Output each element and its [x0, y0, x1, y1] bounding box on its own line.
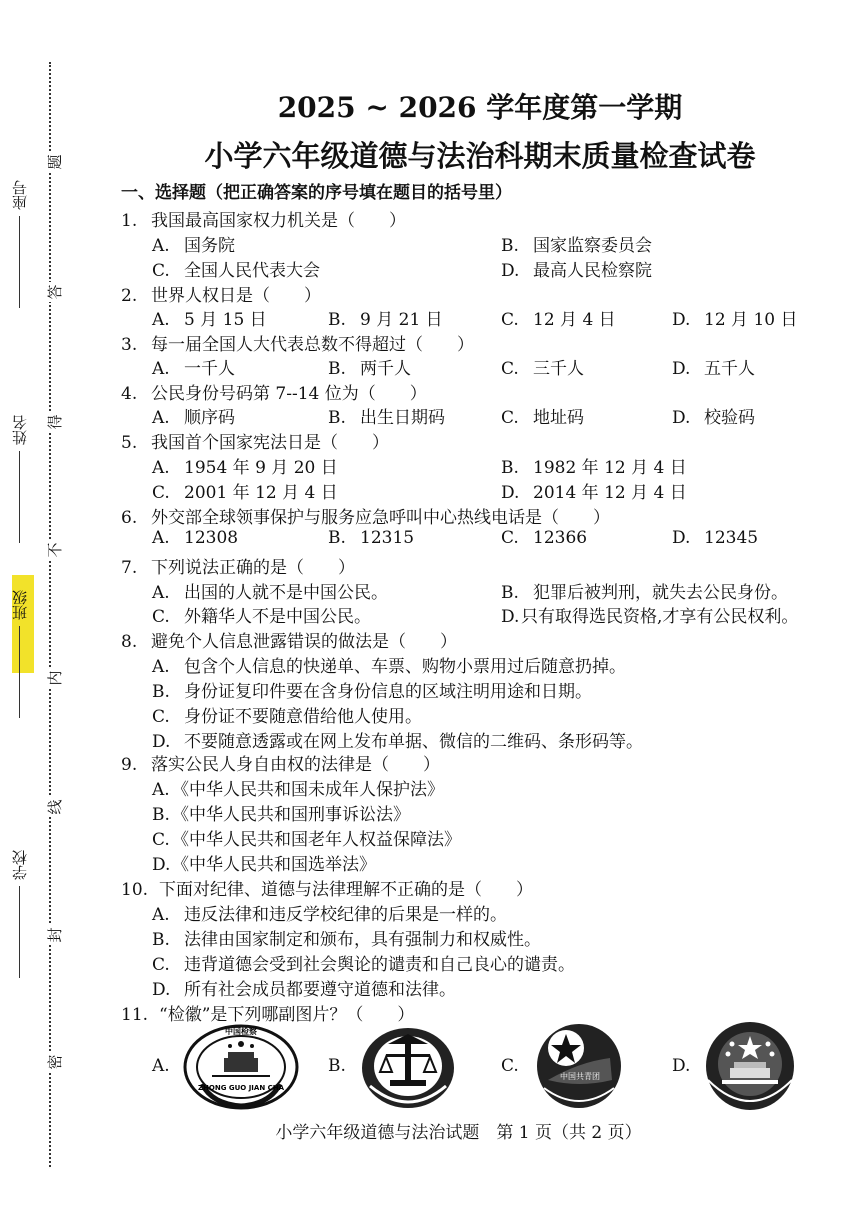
- option-5d[interactable]: D. 2014 年 12 月 4 日: [501, 483, 687, 503]
- seat-number-label: 座号: [9, 180, 41, 308]
- class-label: 班级: [9, 590, 41, 718]
- question-7: 7. 下列说法正确的是（ ）: [121, 558, 355, 578]
- binding-dotted-line: [49, 62, 51, 1167]
- question-10: 10. 下面对纪律、道德与法律理解不正确的是（ ）: [121, 880, 533, 900]
- option-1d[interactable]: D. 最高人民检察院: [501, 261, 652, 281]
- option-2d[interactable]: D. 12 月 10 日: [672, 310, 798, 330]
- option-11d-label[interactable]: D.: [672, 1056, 691, 1076]
- option-6d[interactable]: D. 12345: [672, 528, 759, 548]
- question-8: 8. 避免个人信息泄露错误的做法是（ ）: [121, 632, 457, 652]
- court-emblem-image[interactable]: [360, 1026, 456, 1110]
- school-label: 学校: [9, 850, 41, 978]
- option-3c[interactable]: C. 三千人: [501, 359, 584, 379]
- question-2: 2. 世界人权日是（ ）: [121, 286, 321, 306]
- svg-text:ZHONG GUO JIAN CHA: ZHONG GUO JIAN CHA: [197, 1084, 285, 1092]
- option-6c[interactable]: C. 12366: [501, 528, 588, 548]
- option-8d[interactable]: D. 不要随意透露或在网上发布单据、微信的二维码、条形码等。: [152, 732, 643, 752]
- seal-char: 得: [45, 412, 65, 432]
- question-6: 6. 外交部全球领事保护与服务应急呼叫中心热线电话是（ ）: [121, 508, 610, 528]
- option-2b[interactable]: B. 9 月 21 日: [328, 310, 443, 330]
- youth-league-emblem-icon: [530, 1018, 628, 1110]
- question-11: 11. “检徽”是下列哪副图片？（ ）: [121, 1005, 415, 1025]
- youth-league-emblem-image[interactable]: [530, 1018, 628, 1110]
- section-heading: 一、选择题（把正确答案的序号填在题目的括号里）: [121, 183, 512, 203]
- svg-text:中国共青团: 中国共青团: [560, 1072, 600, 1081]
- option-8b[interactable]: B. 身份证复印件要在含身份信息的区域注明用途和日期。: [152, 682, 592, 702]
- option-8c[interactable]: C. 身份证不要随意借给他人使用。: [152, 707, 422, 727]
- option-5c[interactable]: C. 2001 年 12 月 4 日: [152, 483, 338, 503]
- option-3b[interactable]: B. 两千人: [328, 359, 411, 379]
- seal-char: 线: [45, 797, 65, 817]
- option-5b[interactable]: B. 1982 年 12 月 4 日: [501, 458, 687, 478]
- question-3: 3. 每一届全国人大代表总数不得超过（ ）: [121, 335, 474, 355]
- option-2c[interactable]: C. 12 月 4 日: [501, 310, 616, 330]
- option-1c[interactable]: C. 全国人民代表大会: [152, 261, 320, 281]
- option-3d[interactable]: D. 五千人: [672, 359, 755, 379]
- option-1a[interactable]: A. 国务院: [152, 236, 235, 256]
- option-4c[interactable]: C. 地址码: [501, 408, 584, 428]
- option-9b[interactable]: B. 《中华人民共和国刑事诉讼法》: [152, 805, 410, 825]
- option-5a[interactable]: A. 1954 年 9 月 20 日: [152, 458, 338, 478]
- question-1: [121, 206, 406, 231]
- option-6b[interactable]: B. 12315: [328, 528, 415, 548]
- seal-char: 封: [45, 925, 65, 945]
- svg-text:中国检察: 中国检察: [225, 1027, 257, 1036]
- option-10d[interactable]: D. 所有社会成员都要遵守道德和法律。: [152, 980, 456, 1000]
- option-11b-label[interactable]: B.: [328, 1056, 346, 1076]
- page-footer: 小学六年级道德与法治试题 第 1 页（共 2 页）: [275, 1123, 642, 1143]
- seal-char: 密: [45, 1052, 65, 1072]
- option-9a[interactable]: A. 《中华人民共和国未成年人保护法》: [152, 780, 444, 800]
- question-number: 1.: [121, 211, 138, 231]
- option-9c[interactable]: C. 《中华人民共和国老年人权益保障法》: [152, 830, 461, 850]
- option-10b[interactable]: B. 法律由国家制定和颁布，具有强制力和权威性。: [152, 930, 541, 950]
- national-emblem-image[interactable]: [700, 1022, 800, 1110]
- option-2a[interactable]: A. 5 月 15 日: [152, 310, 267, 330]
- seal-char: 不: [45, 540, 65, 560]
- question-5: 5. 我国首个国家宪法日是（ ）: [121, 433, 389, 453]
- option-11c-label[interactable]: C.: [501, 1056, 519, 1076]
- seal-char: 答: [45, 282, 65, 302]
- court-emblem-icon: [360, 1026, 456, 1110]
- option-11a-label[interactable]: A.: [152, 1056, 170, 1076]
- exam-title: 小学六年级道德与法治科期末质量检查试卷: [204, 139, 756, 173]
- option-7d[interactable]: D.只有取得选民资格,才享有公民权利。: [501, 607, 799, 627]
- question-9: 9. 落实公民人身自由权的法律是（ ）: [121, 755, 440, 775]
- question-text: 我国最高国家权力机关是（ ）: [151, 211, 406, 231]
- exam-term-title: 2025 ~ 2026 学年度第一学期: [277, 91, 683, 124]
- seal-char: 内: [45, 668, 65, 688]
- question-4: 4. 公民身份号码第 7--14 位为（ ）: [121, 384, 427, 404]
- option-8a[interactable]: A. 包含个人信息的快递单、车票、购物小票用过后随意扔掉。: [152, 657, 626, 677]
- option-4b[interactable]: B. 出生日期码: [328, 408, 445, 428]
- seal-char: 题: [45, 152, 65, 172]
- option-10c[interactable]: C. 违背道德会受到社会舆论的谴责和自己良心的谴责。: [152, 955, 575, 975]
- option-7b[interactable]: B. 犯罪后被判刑，就失去公民身份。: [501, 583, 788, 603]
- option-9d[interactable]: D.《中华人民共和国选举法》: [152, 855, 376, 875]
- option-3a[interactable]: A. 一千人: [152, 359, 235, 379]
- procuratorate-emblem-icon: [182, 1024, 300, 1110]
- option-1b[interactable]: B. 国家监察委员会: [501, 236, 652, 256]
- option-7a[interactable]: A. 出国的人就不是中国公民。: [152, 583, 388, 603]
- option-6a[interactable]: A. 12308: [152, 528, 239, 548]
- national-emblem-icon: [700, 1022, 800, 1110]
- name-label: 姓名: [9, 415, 41, 543]
- procuratorate-emblem-image[interactable]: [182, 1024, 300, 1110]
- option-10a[interactable]: A. 违反法律和违反学校纪律的后果是一样的。: [152, 905, 507, 925]
- option-4a[interactable]: A. 顺序码: [152, 408, 235, 428]
- option-4d[interactable]: D. 校验码: [672, 408, 755, 428]
- option-7c[interactable]: C. 外籍华人不是中国公民。: [152, 607, 371, 627]
